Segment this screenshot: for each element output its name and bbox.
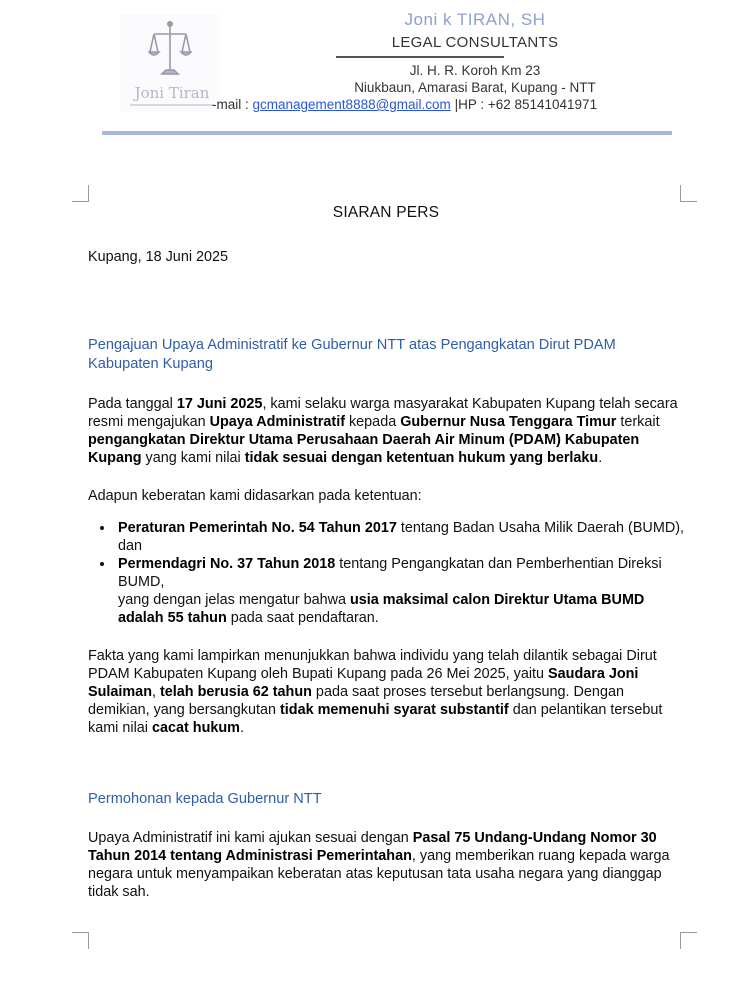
email-link[interactable]: gcmanagement8888@gmail.com	[252, 97, 451, 112]
date-line: Kupang, 18 Juni 2025	[88, 249, 229, 265]
margin-corner-bottom-left	[72, 932, 89, 949]
paragraph-4: Upaya Administratif ini kami ajukan sesuai dengan Pasal 75 Undang-Undang Nomor 30 Tahun 2014 tentang Administrasi Pemerintahan, yang memberikan ruang kepada warga negara untuk menyampaikan keberatan atas keputusan tata usaha negara yang dianggap tidak sah.	[88, 830, 670, 900]
email-label: -mail :	[212, 97, 253, 112]
address-line-1: Jl. H. R. Koroh Km 23	[409, 63, 541, 78]
paragraph-3: Fakta yang kami lampirkan menunjukkan bahwa individu yang telah dilantik sebagai Dirut PDAM Kabupaten Kupang oleh Bupati Kupang pada 26 Mei 2025, yaitu Saudara Joni Sulaiman, telah berusia 62 tahun pada saat proses tersebut berlangsung. Dengan demikian, yang bersangkutan tidak memenuhi syarat substantif dan pelantikan tersebut kami nilai cacat hukum.	[88, 648, 663, 736]
legal-basis-list	[88, 519, 684, 627]
paragraph-1: Pada tanggal 17 Juni 2025, kami selaku warga masyarakat Kabupaten Kupang telah secara resmi mengajukan Upaya Administratif kepada Gubernur Nusa Tenggara Timur terkait pengangkatan Direktur Utama Perusahaan Daerah Air Minum (PDAM) Kabupaten Kupang yang kami nilai tidak sesuai dengan ketentuan hukum yang berlaku.	[88, 396, 678, 466]
logo-tagline-line	[130, 104, 214, 106]
section-heading-2: Permohonan kepada Gubernur NTT	[88, 791, 322, 807]
document-title: SIARAN PERS	[332, 204, 440, 221]
firm-logo	[120, 14, 220, 112]
scales-of-justice-icon	[148, 20, 192, 82]
header-rule	[102, 131, 672, 135]
paragraph-2: Adapun keberatan kami didasarkan pada ketentuan:	[88, 488, 422, 504]
firm-name: Joni k TIRAN, SH	[404, 10, 546, 29]
margin-corner-top-left	[72, 185, 89, 202]
list-item: • Permendagri No. 37 Tahun 2018 tentang Pengangkatan dan Pemberhentian Direksi BUMD, yang dengan jelas mengatur bahwa usia maksimal calon Direktur Utama BUMD adalah 55 tahun pada saat pendaftaran.	[115, 555, 684, 627]
firm-type-underline	[336, 56, 504, 58]
address-line-2: Niukbaun, Amarasi Barat, Kupang - NTT	[354, 80, 596, 95]
section-heading-1: Pengajuan Upaya Administratif ke Gubernur NTT atas Pengangkatan Dirut PDAM Kabupaten Kupang	[88, 337, 616, 372]
logo-text: Joni Tiran	[134, 84, 210, 102]
list-item: • Peraturan Pemerintah No. 54 Tahun 2017 tentang Badan Usaha Milik Daerah (BUMD), dan	[115, 519, 684, 555]
phone-text: |HP : +62 85141041971	[450, 97, 598, 112]
margin-corner-bottom-right	[680, 932, 697, 949]
letterhead	[0, 0, 750, 140]
margin-corner-top-right	[680, 185, 697, 202]
firm-type: LEGAL CONSULTANTS	[391, 34, 559, 51]
contact-line	[212, 97, 597, 112]
document-body	[88, 204, 684, 901]
